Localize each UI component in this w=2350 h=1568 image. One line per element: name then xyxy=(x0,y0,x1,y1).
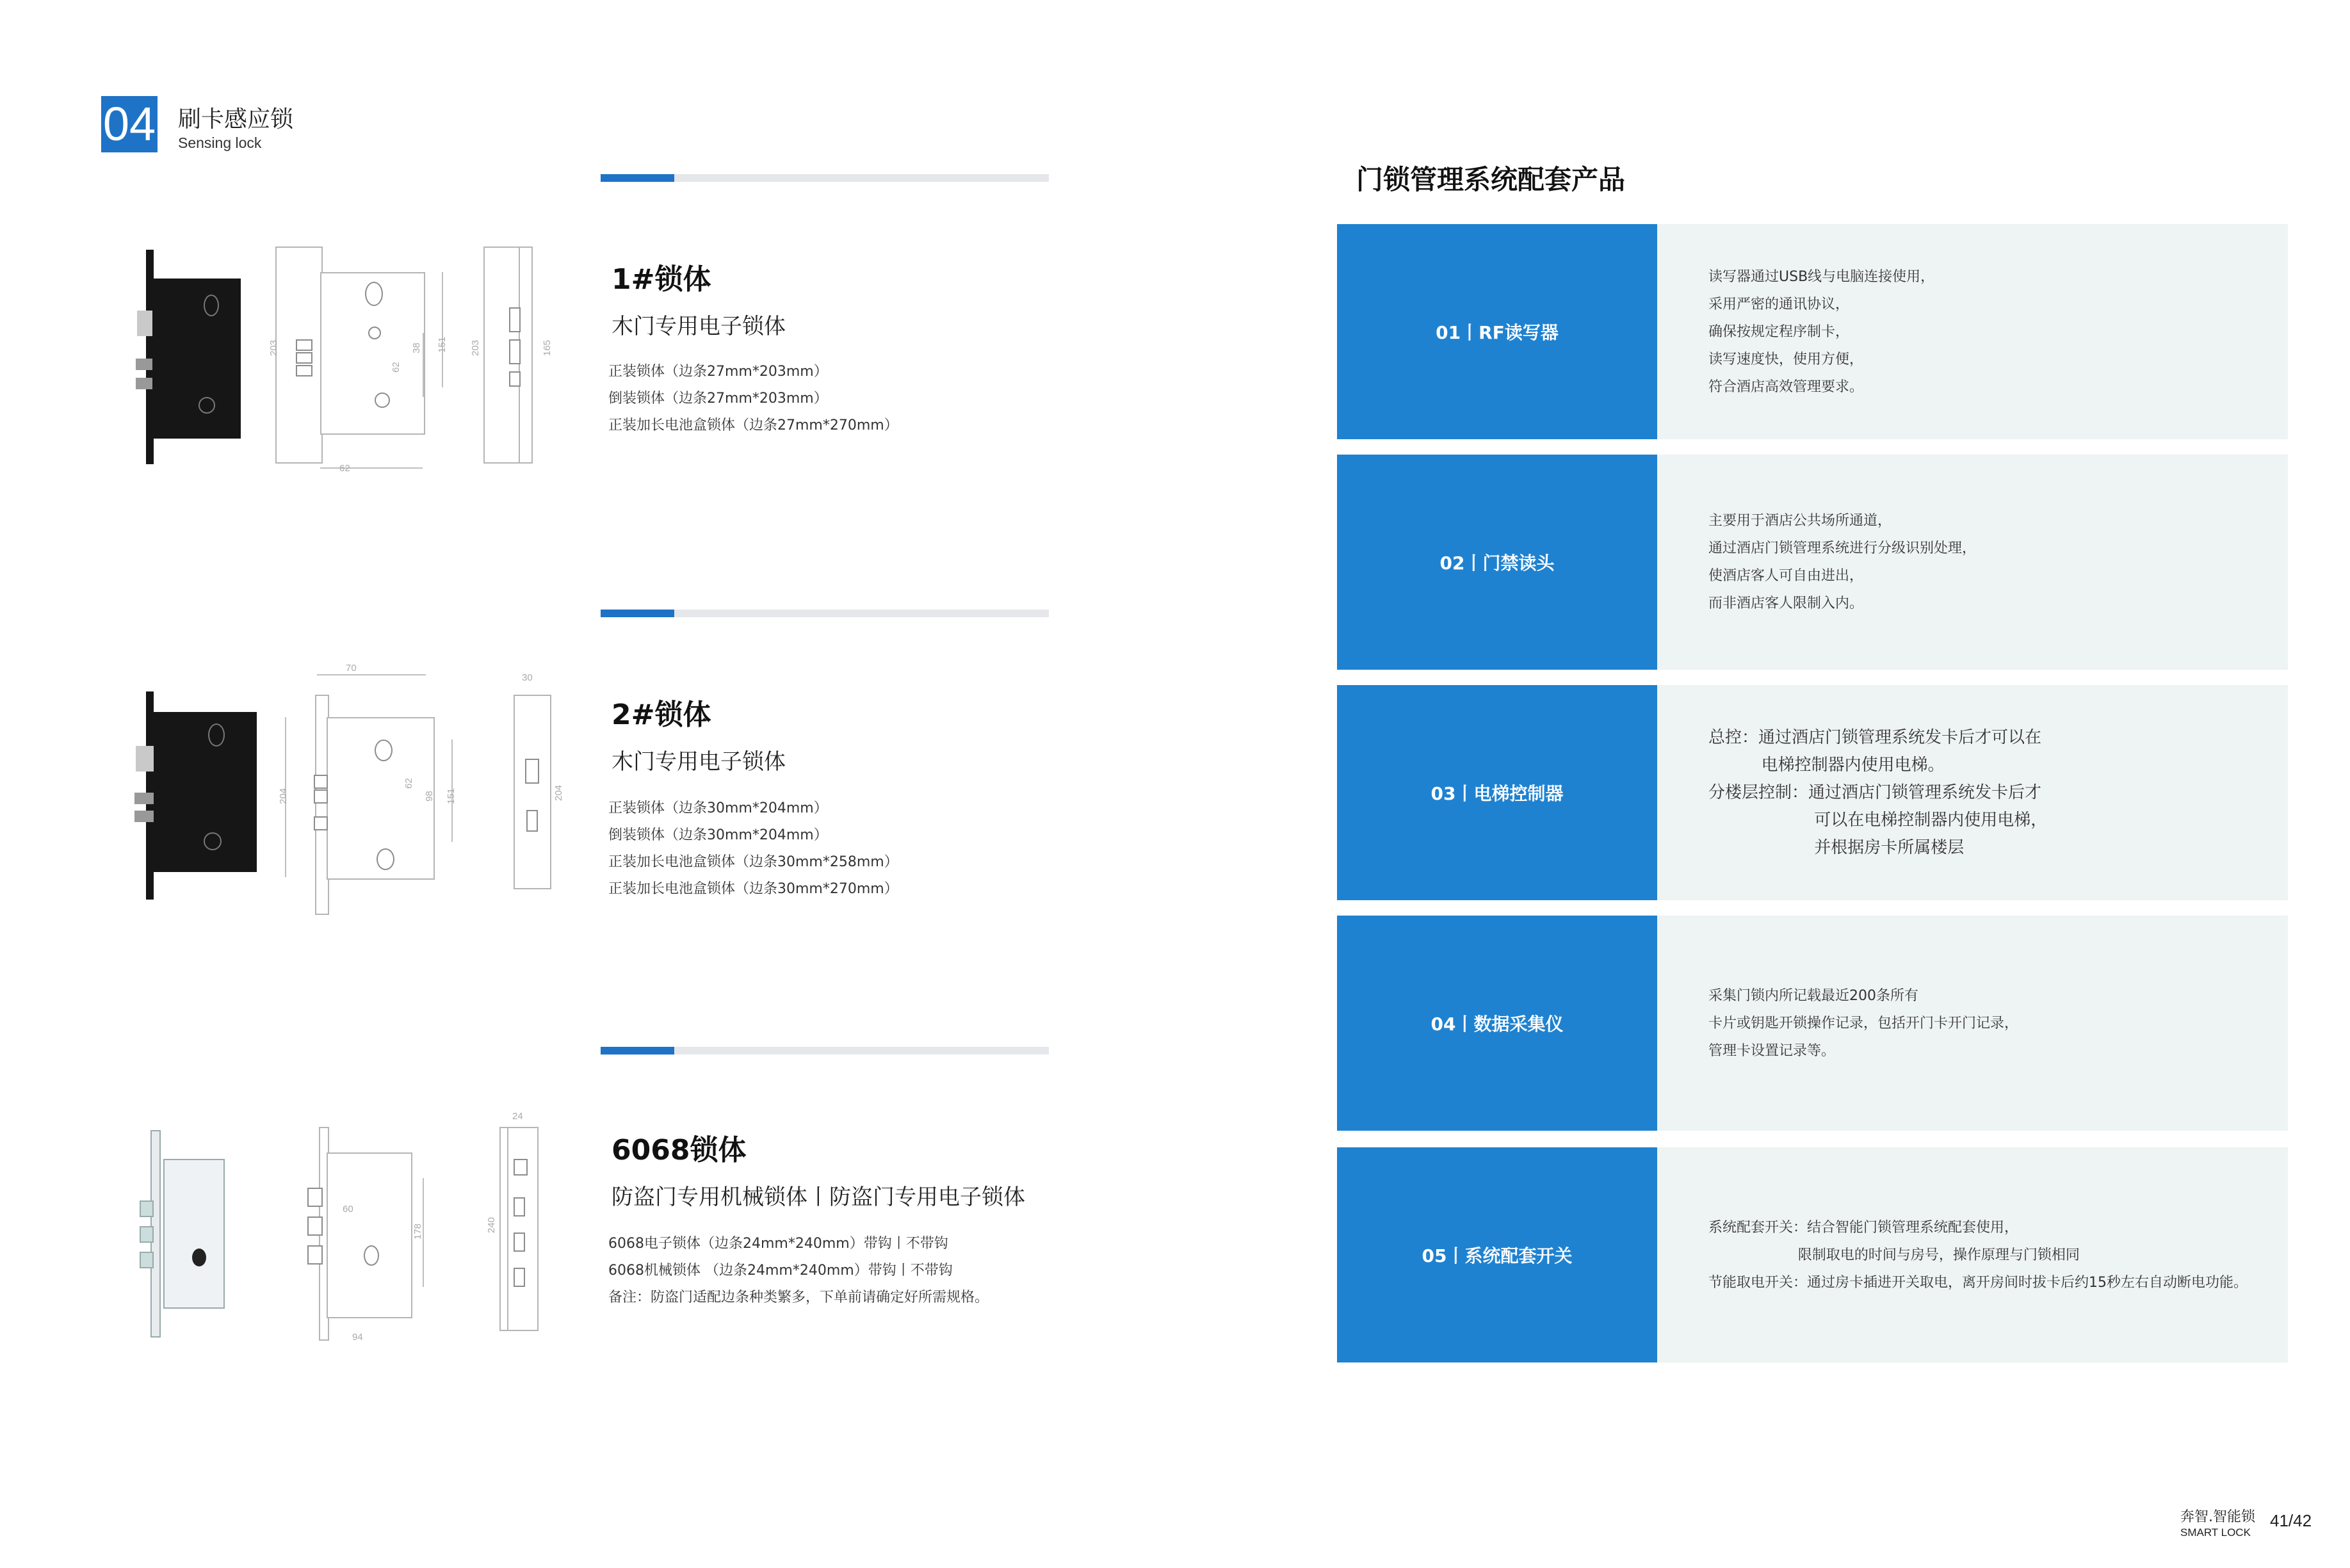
dim-label: 30 xyxy=(522,672,533,683)
page-number: 41/42 xyxy=(2270,1511,2312,1530)
dim-label: 94 xyxy=(352,1332,363,1343)
footer-brand: 奔智.智能锁 xyxy=(2180,1509,2255,1525)
card-description: 读写器通过USB线与电脑连接使用， 采用严密的通讯协议， 确保按规定程序制卡， 读写速度快，使用方便， 符合酒店高效管理要求。 xyxy=(1708,268,1935,395)
section-title: 刷卡感应锁 xyxy=(178,106,294,133)
product-1-subtitle: 木门专用电子锁体 xyxy=(612,314,786,339)
dim-label: 151 xyxy=(446,788,457,805)
product-1-divider xyxy=(601,174,1049,182)
spec-line: 正装锁体（边条30mm*204mm） xyxy=(608,800,828,816)
product-1-front-drawing xyxy=(269,247,455,477)
product-1-side-drawing xyxy=(470,247,563,464)
card-rf-reader xyxy=(1337,224,2288,439)
product-2-divider xyxy=(601,610,1049,617)
product-2-subtitle: 木门专用电子锁体 xyxy=(612,749,786,775)
dim-label: 38 xyxy=(410,343,422,353)
product-3-side-drawing xyxy=(487,1111,551,1341)
dim-label: 60 xyxy=(343,1204,353,1215)
product-1-title: 1#锁体 xyxy=(612,263,711,296)
card-description: 系统配套开关：结合智能门锁管理系统配套使用， 限制取电的时间与房号，操作原理与门锁相同 节能取电开关：通过房卡插进开关取电，离开房间时拔卡后约15秒左右自动断电功能。 xyxy=(1708,1219,2248,1291)
card-system-switch xyxy=(1337,1147,2288,1362)
card-elevator-controller xyxy=(1337,685,2288,900)
dim-label: 204 xyxy=(278,788,289,805)
dim-label: 165 xyxy=(542,339,553,357)
product-3-photo xyxy=(134,1124,237,1341)
card-label: 02丨门禁读头 xyxy=(1337,455,1657,670)
spec-line: 正装加长电池盒锁体（边条30mm*270mm） xyxy=(608,881,898,897)
dim-label: 98 xyxy=(423,791,435,802)
footer-brand-en: SMART LOCK xyxy=(2180,1526,2251,1539)
product-1-specs xyxy=(608,359,898,439)
card-description: 总控：通过酒店门锁管理系统发卡后才可以在 电梯控制器内使用电梯。 分楼层控制：通过酒店门锁管理系统发卡后才 可以在电梯控制器内使用电梯， 并根据房卡所属楼层 xyxy=(1708,727,2048,857)
dim-label: 151 xyxy=(437,336,448,353)
product-2-front-drawing xyxy=(275,663,467,900)
card-access-reader xyxy=(1337,455,2288,670)
dim-label: 203 xyxy=(470,339,482,357)
dim-label: 70 xyxy=(346,663,357,674)
dim-label: 240 xyxy=(486,1216,498,1234)
product-3-divider xyxy=(601,1047,1049,1055)
spec-line: 倒装锁体（边条30mm*204mm） xyxy=(608,827,828,843)
section-number: 04 xyxy=(101,96,158,152)
card-label: 04丨数据采集仪 xyxy=(1337,916,1657,1131)
product-3-subtitle: 防盗门专用机械锁体丨防盗门专用电子锁体 xyxy=(612,1184,1025,1210)
card-description: 采集门锁内所记载最近200条所有 卡片或钥匙开锁操作记录，包括开门卡开门记录， 管理卡设置记录等。 xyxy=(1708,987,2019,1059)
spec-line: 正装锁体（边条27mm*203mm） xyxy=(608,364,828,380)
dim-label: 62 xyxy=(390,362,401,373)
section-subtitle: Sensing lock xyxy=(178,134,262,151)
product-2-title: 2#锁体 xyxy=(612,699,711,731)
dim-label: 204 xyxy=(553,784,565,802)
spec-line: 6068机械锁体 （边条24mm*240mm）带钩丨不带钩 xyxy=(608,1263,953,1279)
spec-line: 正装加长电池盒锁体（边条30mm*258mm） xyxy=(608,854,898,870)
product-2-side-drawing xyxy=(499,672,576,896)
dim-label: 178 xyxy=(412,1223,424,1240)
spec-line: 正装加长电池盒锁体（边条27mm*270mm） xyxy=(608,417,898,433)
dim-label: 24 xyxy=(512,1111,523,1122)
product-3-front-drawing xyxy=(295,1117,435,1354)
spec-line: 倒装锁体（边条27mm*203mm） xyxy=(608,391,828,407)
dim-label: 62 xyxy=(339,463,350,474)
right-panel-title: 门锁管理系统配套产品 xyxy=(1356,164,1626,195)
card-label: 01丨RF读写器 xyxy=(1337,224,1657,439)
product-2-specs xyxy=(608,795,898,903)
product-1-photo xyxy=(122,250,250,467)
dim-label: 62 xyxy=(403,778,414,789)
card-description: 主要用于酒店公共场所通道， 通过酒店门锁管理系统进行分级识别处理， 使酒店客人可自由进出， 而非酒店客人限制入内。 xyxy=(1708,513,1977,611)
spec-line: 6068电子锁体（边条24mm*240mm）带钩丨不带钩 xyxy=(608,1236,948,1252)
card-data-collector xyxy=(1337,916,2288,1131)
product-3-title: 6068锁体 xyxy=(612,1134,747,1167)
card-label: 05丨系统配套开关 xyxy=(1337,1147,1657,1362)
dim-label: 203 xyxy=(268,339,280,357)
product-2-photo xyxy=(122,685,263,903)
card-label: 03丨电梯控制器 xyxy=(1337,685,1657,900)
spec-line: 备注：防盗门适配边条种类繁多，下单前请确定好所需规格。 xyxy=(608,1289,989,1305)
product-3-specs xyxy=(608,1231,989,1311)
